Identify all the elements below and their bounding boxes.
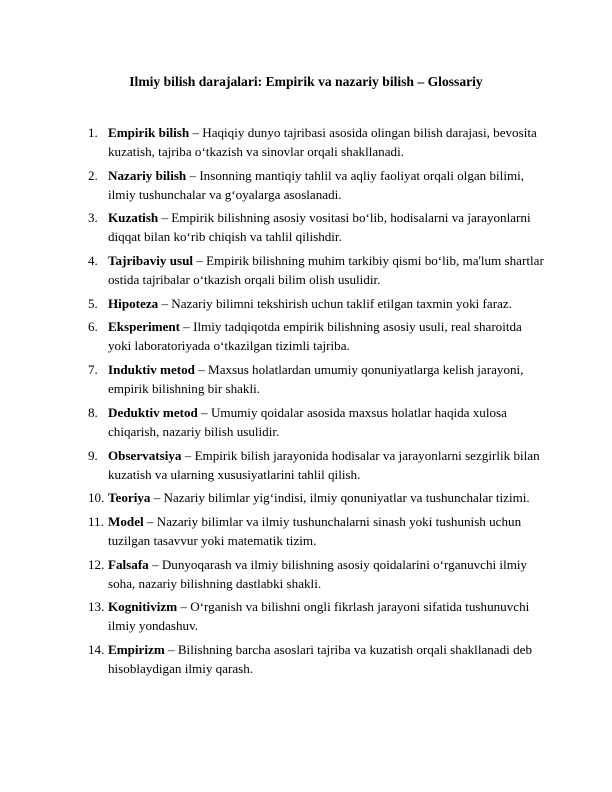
entry-number: 12. xyxy=(88,556,105,572)
entry-number: 13. xyxy=(88,599,105,615)
entry-term: Tajribaviy usul xyxy=(108,253,194,269)
entry-definition: – Empirik bilishning asosiy vositasi boʻlib, hodisalarni va jarayonlarni diqqat bilan koʻrib chiqish va tahlil qilishdir. xyxy=(108,210,531,245)
glossary-entry xyxy=(88,597,548,635)
entry-number: 11. xyxy=(88,513,104,529)
glossary-entry xyxy=(88,294,548,313)
entry-number: 2. xyxy=(88,167,98,183)
glossary-entry xyxy=(88,512,548,550)
document-title: Ilmiy bilish darajalari: Empirik va nazariy bilish – Glossariy xyxy=(129,74,483,89)
entry-definition: – Ilmiy tadqiqotda empirik bilishning asosiy usuli, real sharoitda yoki laboratoriyada oʻtkazilgan tizimli tajriba. xyxy=(108,319,522,354)
entry-term: Model xyxy=(108,513,144,529)
glossary-entry xyxy=(88,488,548,507)
entry-definition: – Nazariy bilimlar yigʻindisi, ilmiy qonuniyatlar va tushunchalar tizimi. xyxy=(150,490,530,506)
glossary-entry xyxy=(88,251,548,289)
entry-number: 10. xyxy=(88,490,105,506)
glossary-entry xyxy=(88,360,548,398)
entry-number: 7. xyxy=(88,362,98,378)
glossary-entry xyxy=(88,640,548,678)
entry-term: Kuzatish xyxy=(108,210,159,226)
entry-term: Eksperiment xyxy=(108,319,181,335)
glossary-list xyxy=(88,123,548,683)
entry-number: 14. xyxy=(88,641,105,657)
entry-number: 3. xyxy=(88,210,98,226)
entry-definition: – Umumiy qoidalar asosida maxsus holatlar haqida xulosa chiqarish, nazariy bilish usulidir. xyxy=(108,404,507,439)
entry-definition: – Insonning mantiqiy tahlil va aqliy faoliyat orqali olgan bilimi, ilmiy tushunchalar va gʻoyalarga asoslanadi. xyxy=(108,167,525,202)
entry-term: Falsafa xyxy=(108,556,149,572)
entry-term: Deduktiv metod xyxy=(108,404,198,420)
glossary-entry xyxy=(88,446,548,484)
entry-definition: – Maxsus holatlardan umumiy qonuniyatlarga kelish jarayoni, empirik bilishning bir shakli. xyxy=(108,362,524,397)
entry-definition: – Bilishning barcha asoslari tajriba va kuzatish orqali shakllanadi deb hisoblaydigan ilmiy qarash. xyxy=(108,641,532,676)
entry-term: Empirizm xyxy=(108,641,165,657)
entry-number: 4. xyxy=(88,253,98,269)
entry-definition: – Nazariy bilimni tekshirish uchun taklif etilgan taxmin yoki faraz. xyxy=(158,295,512,311)
entry-definition: – Empirik bilish jarayonida hodisalar va jarayonlarni sezgirlik bilan kuzatish va ularning xususiyatlarini tahlil qilish. xyxy=(108,447,540,482)
entry-term: Empirik bilish xyxy=(108,125,190,140)
glossary-entry xyxy=(88,555,548,593)
glossary-entry xyxy=(88,403,548,441)
entry-number: 9. xyxy=(88,447,98,463)
entry-definition: – Nazariy bilimlar va ilmiy tushunchalarni sinash yoki tushunish uchun tuzilgan tasavvur yoki matematik tizim. xyxy=(108,513,522,548)
entry-number: 6. xyxy=(88,319,98,335)
entry-number: 1. xyxy=(88,125,98,140)
entry-definition: – Haqiqiy dunyo tajribasi asosida olingan bilish darajasi, bevosita kuzatish, tajriba oʻtkazish va sinovlar orqali shakllanadi. xyxy=(108,125,537,159)
entry-term: Hipoteza xyxy=(108,295,159,311)
entry-term: Kognitivizm xyxy=(108,599,178,615)
entry-term: Observatsiya xyxy=(108,447,182,463)
glossary-entry xyxy=(88,123,548,161)
entry-term: Teoriya xyxy=(108,490,151,506)
entry-definition: – Empirik bilishning muhim tarkibiy qismi boʻlib, ma'lum shartlar ostida tajribalar oʻtkazish orqali bilim olish usulidir. xyxy=(108,253,544,288)
glossary-entry xyxy=(88,166,548,204)
entry-number: 5. xyxy=(88,295,98,311)
glossary-entry xyxy=(88,208,548,246)
entry-term: Induktiv metod xyxy=(108,362,195,378)
entry-term: Nazariy bilish xyxy=(108,167,187,183)
entry-definition: – Dunyoqarash va ilmiy bilishning asosiy qoidalarini oʻrganuvchi ilmiy soha, nazariy bilishning dastlabki shakli. xyxy=(108,556,528,591)
glossary-entry xyxy=(88,317,548,355)
entry-number: 8. xyxy=(88,404,98,420)
entry-definition: – Oʻrganish va bilishni ongli fikrlash jarayoni sifatida tushunuvchi ilmiy yondashuv. xyxy=(108,599,530,634)
